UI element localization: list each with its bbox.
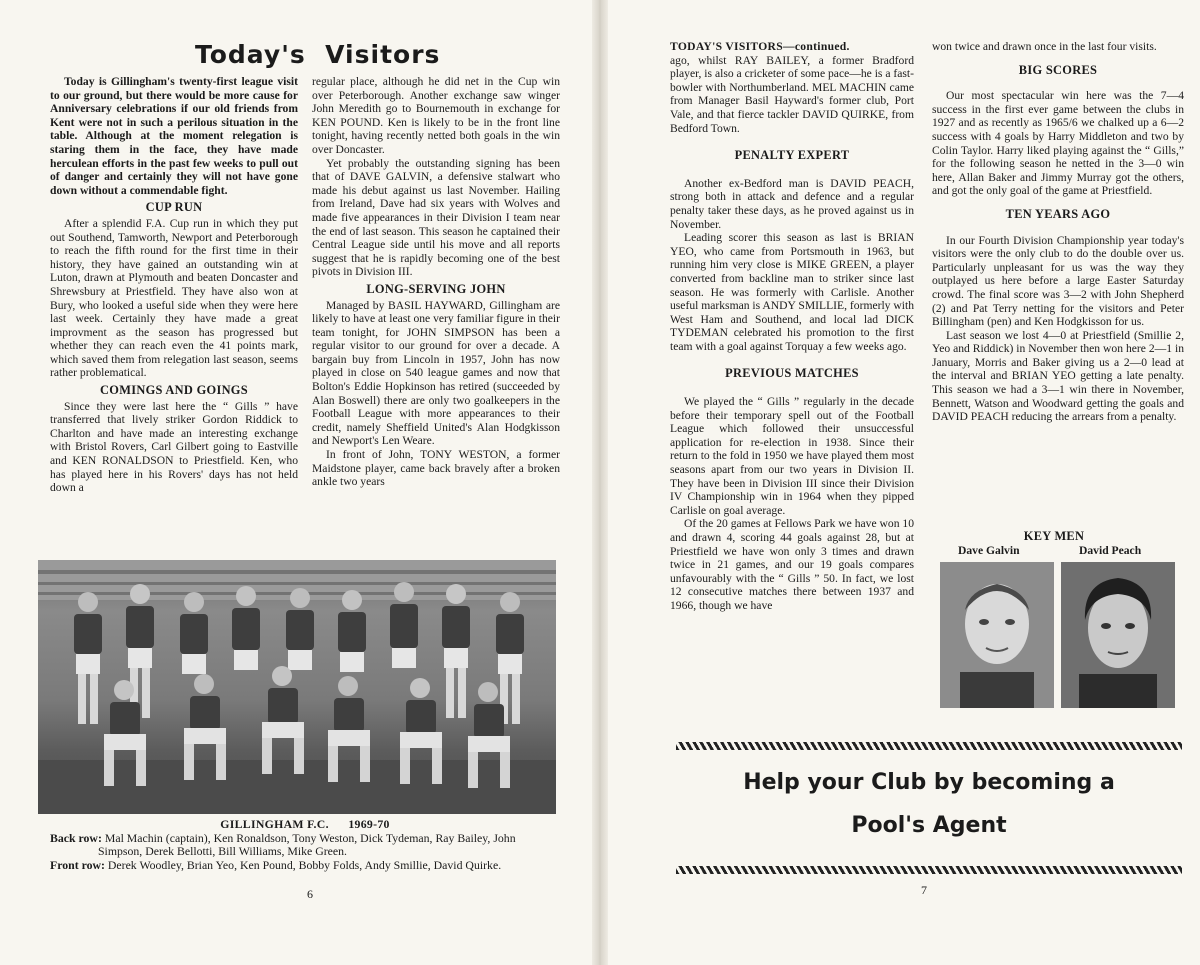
fellows-park-paragraph: Of the 20 games at Fellows Park we have won 10 and drawn 4, scoring 44 goals against 28, but at Priestfield we have won only 3 times and drawn twice in 21 games, and our 19 goals compares unfavourably with the “ Gills ” 50. In fact, we lost 12 consecutive matches there between 1937 and 1966, though we have [670, 517, 914, 612]
caption-back-row [50, 832, 560, 859]
ten-years-heading: TEN YEARS AGO [1005, 206, 1111, 221]
long-serving-heading: LONG-SERVING JOHN [366, 281, 506, 296]
back-row-label: Back row: [50, 830, 102, 845]
back-row-names: Mal Machin (captain), Ken Ronaldson, Tony Weston, Dick Tydeman, Ray Bailey, John Simpson, Derek Bellotti, Bill Williams, Mike Green. [98, 830, 516, 859]
comings-goings-heading: COMINGS AND GOINGS [100, 383, 248, 398]
comings-goings-paragraph: Since they were last here the “ Gills ” have transferred that lively striker Gordon Riddick to Charlton and have made an interesting exchange with Bristol Rovers, Carl Gilbert going to Eastville and KEN RONALDSON to Priestfield. Ken, who has played here in his Rovers' days has not held down a [50, 399, 298, 495]
front-row-names: Derek Woodley, Brian Yeo, Ken Pound, Bobby Folds, Andy Smillie, David Quirke. [107, 857, 502, 872]
caption-front-row [50, 859, 560, 873]
last-season-paragraph: Last season we lost 4—0 at Priestfield (Smillie 2, Yeo and Riddick) in November then won here 2—1 in January, Morris and Baker giving us a 2—0 lead at the interval and BRIAN YEO getting a late penalty. This season we had a 3—1 win there in November, Bennett, Watson and Woodward getting the goals and DAVID PEACH reducing the arrears from a penalty. [932, 328, 1184, 424]
portrait-galvin [940, 562, 1054, 708]
left-column-2 [312, 75, 560, 489]
promo-line-2: Pool's Agent [851, 813, 1007, 838]
previous-matches-paragraph: We played the “ Gills ” regularly in the decade before their temporary spell out of the Football League which followed their unsuccessful application for re-election in 1938. Since their return to the fold in 1950 we have played them most seasons apart from our two years in Division II. They have been in Division III since their Division IV Championship win in 1964 when they pipped Carlisle on goal average. [670, 395, 914, 517]
promo-divider-bottom [676, 866, 1182, 874]
ten-years-paragraph: In our Fourth Division Championship year today's visitors were the only club to do the double over us. Particularly unpleasant for us was the way they outplayed us here before a large Easter Saturday crowd. The final score was 3—2 with John Shepherd (2) and Pat Terry netting for the visitors and Peter Billingham (pen) and Ken Hodgkisson for us. [932, 233, 1184, 329]
cup-run-heading: CUP RUN [145, 200, 203, 215]
team-photo [38, 560, 556, 814]
cup-run-paragraph: After a splendid F.A. Cup run in which they put out Southend, Tamworth, Newport and Peterborough to reach the fifth round for the first time in their history, they have gained an outstanding win at Luton, drawn at Plymouth and beaten Doncaster and Shrewsbury at Priestfield. They have also won at Bury, who looked a useful side when they were here last week. Certainly they have made a great improvment as the season has progressed but whether they can reach even the 41 points mark, which saved them from relegation last season, seems rather problematical. [50, 216, 298, 380]
caption-title: GILLINGHAM F.C. 1969-70 [220, 817, 390, 831]
galvin-paragraph: Yet probably the outstanding signing has been that of DAVE GALVIN, a defensive stalwart who made his debut against us last November. Hailing from Ireland, Dave had six years with Wolves and made five appearances in their Division I team near the end of last season. This season he captained their Central League side until his move and all reports suggest that he is rapidly becoming one of the best pivots in Division III. [312, 156, 560, 279]
portrait-name-peach: David Peach [1079, 544, 1142, 557]
simpson-paragraph: Managed by BASIL HAYWARD, Gillingham are likely to have at least one very familiar figure in their team tonight, for JOHN SIMPSON has been a regular visitor to our ground for over a decade. A bargain buy from Lincoln in 1957, John has now played in close on 540 league games and now that Bolton's Eddie Hopkinson has retired (succeeded by Alan Boswell) there are only two goalkeepers in the Football League with more appearances to their credit, namely Sheffield United's Alan Hodgkisson and Newport's Len Weare. [312, 298, 560, 448]
promo-divider-top [676, 742, 1182, 750]
big-scores-heading: BIG SCORES [1018, 62, 1098, 77]
team-photo-caption [50, 818, 560, 872]
bailey-paragraph: ago, whilst RAY BAILEY, a former Bradford player, is also a cricketer of some pace—he is a fast-bowler with Northumberland. MEL MACHIN came from Manager Basil Hayward's former club, Port Vale, and that fierce tackler DAVID QUIRKE, from Bedford Town. [670, 53, 914, 135]
promo-line-1: Help your Club by becoming a [743, 770, 1115, 795]
big-scores-paragraph: Our most spectacular win here was the 7—4 success in the first ever game between the clubs in 1927 and as recently as 1965/6 we chalked up a 6—2 success with 4 goals by Harry Middleton and two by Colin Taylor. Harry liked playing against the “ Gills,” for the following season he netted in the 3—0 win here, Allan Baker and Jimmy Murray got the others, and got the only goal of the game at Priestfield. [932, 89, 1184, 198]
page-gutter [592, 0, 608, 965]
page-number-right: 7 [921, 883, 927, 897]
yeo-paragraph: Leading scorer this season as last is BRIAN YEO, who came from Portsmouth in 1963, but running him very close is MIKE GREEN, a player converted from backline man to striker since last season. He was formerly with Carlisle. Another useful marksman is ANDY SMILLIE, formerly with West Ham and Southend, and local lad DICK TYDEMAN celebrated his promotion to the first team with a goal against Torquay a few weeks ago. [670, 231, 914, 353]
portrait-name-galvin: Dave Galvin [958, 544, 1020, 557]
previous-matches-heading: PREVIOUS MATCHES [725, 366, 859, 381]
portrait-peach [1061, 562, 1175, 708]
left-column-1 [50, 75, 298, 495]
right-column-2 [932, 40, 1184, 424]
right-column-1 [670, 40, 914, 613]
key-men-heading: KEY MEN [1023, 529, 1085, 543]
page-heading: Today's Visitors [195, 40, 441, 69]
won-twice-paragraph: won twice and drawn once in the last four visits. [932, 40, 1157, 53]
front-row-label: Front row: [50, 857, 105, 872]
intro-paragraph: Today is Gillingham's twenty-first league visit to our ground, but there would be more cause for Anniversary celebrations if our old friends from Kent were not in such a perilous situation in the table. Although at the moment relegation is staring them in the face, they have made herculean efforts in the past few weeks to pull out of danger and certainly they will not have gone down without a commendable fight. [50, 75, 298, 197]
peach-paragraph: Another ex-Bedford man is DAVID PEACH, strong both in attack and defence and a regular penalty taker these days, as he proved against us in November. [670, 176, 914, 231]
continued-heading: TODAY'S VISITORS—continued. [670, 40, 850, 53]
regular-place-paragraph: regular place, although he did net in the Cup win over Peterborough. Another exchange saw winger John Meredith go to Bournemouth in exchange for KEN POUND. Ken is likely to be in the front line tonight, having recently netted both goals in the win over Doncaster. [312, 75, 560, 156]
penalty-expert-heading: PENALTY EXPERT [734, 148, 850, 163]
weston-paragraph: In front of John, TONY WESTON, a former Maidstone player, came back bravely after a broken ankle two years [312, 448, 560, 489]
page-number-left: 6 [307, 887, 313, 901]
